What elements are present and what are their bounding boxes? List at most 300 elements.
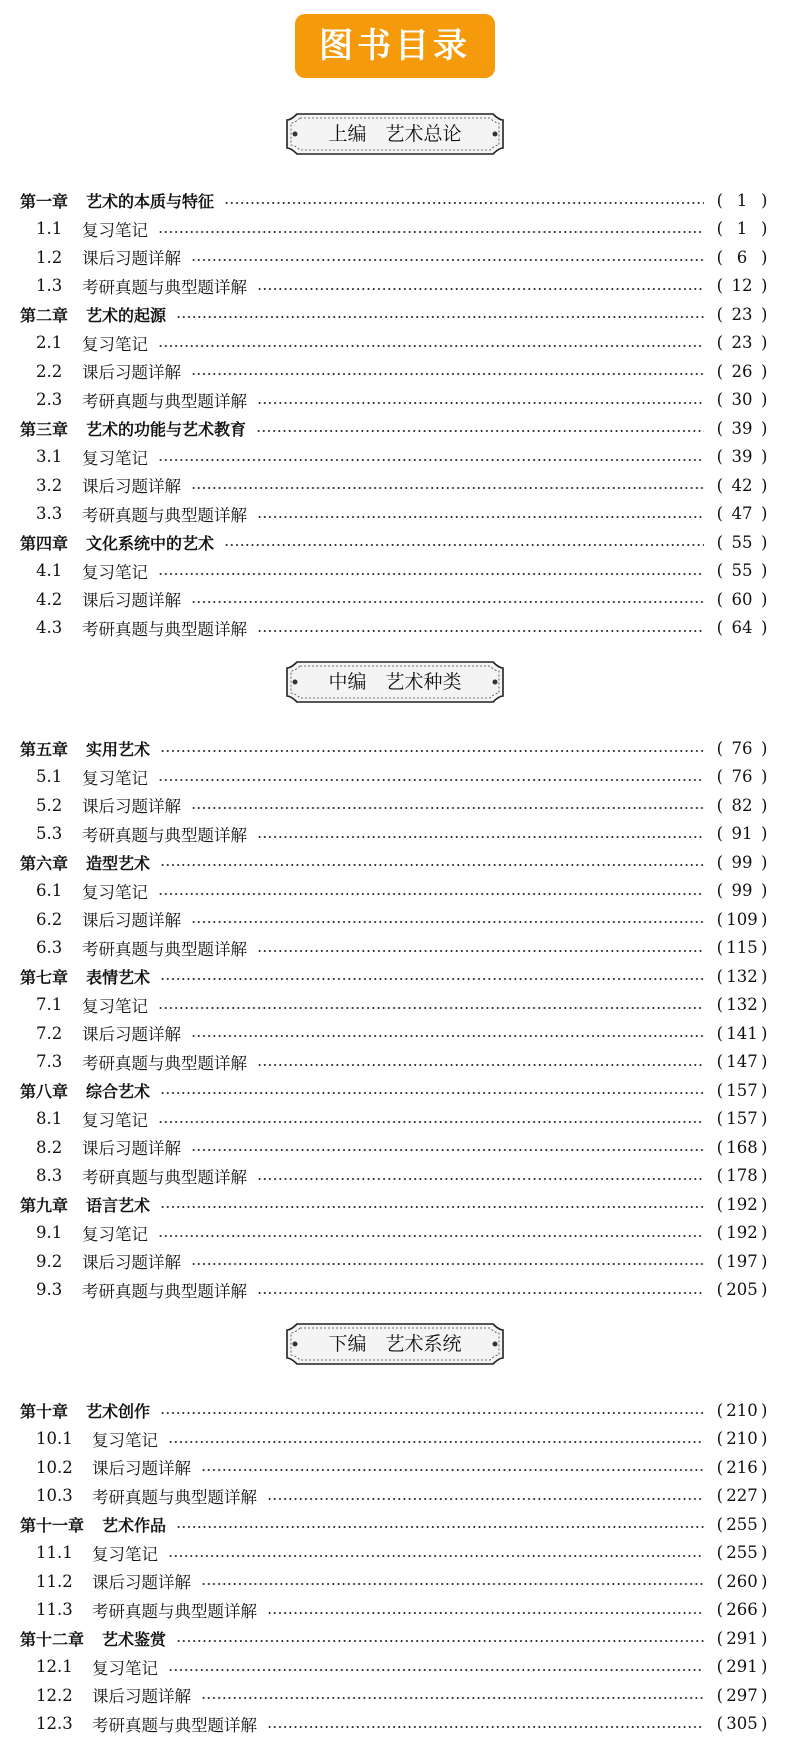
subsection-number: 7.2 [36, 1023, 63, 1043]
page-value: 291 [726, 1657, 758, 1677]
subsection-number: 1.2 [36, 247, 63, 267]
subsection-row[interactable] [20, 1276, 770, 1305]
chapter-number: 第十二章 [20, 1629, 85, 1649]
page-number: ( 115 ) [716, 938, 768, 958]
subsection-row[interactable] [20, 934, 770, 963]
chapter-row[interactable] [20, 1076, 770, 1105]
page-number: ( 23 ) [716, 304, 768, 324]
chapter-number: 第二章 [20, 305, 69, 325]
subsection-row[interactable] [20, 329, 770, 358]
subsection-row[interactable] [20, 1105, 770, 1134]
subsection-number: 9.1 [36, 1223, 63, 1243]
dot-leader [160, 1412, 704, 1414]
dot-leader [158, 1007, 704, 1009]
subsection-number: 8.1 [36, 1109, 63, 1129]
page-number: ( 157 ) [716, 1109, 768, 1129]
subsection-title: 复习笔记 [82, 562, 148, 582]
page-number: ( 76 ) [716, 767, 768, 787]
subsection-title: 考研真题与典型题详解 [82, 391, 247, 411]
subsection-row[interactable] [20, 877, 770, 906]
chapter-row[interactable] [20, 300, 770, 329]
dot-leader [158, 459, 704, 461]
page-number: ( 82 ) [716, 795, 768, 815]
dot-leader [256, 430, 704, 432]
subsection-row[interactable] [20, 1162, 770, 1191]
subsection-row[interactable] [20, 386, 770, 415]
page-value: 39 [731, 447, 753, 467]
page-number: ( 26 ) [716, 361, 768, 381]
page-number: ( 47 ) [716, 504, 768, 524]
chapter-number: 第六章 [20, 853, 69, 873]
subsection-number: 1.3 [36, 276, 63, 296]
subsection-row[interactable] [20, 471, 770, 500]
subsection-number: 7.3 [36, 1052, 63, 1072]
chapter-title: 文化系统中的艺术 [86, 533, 215, 553]
page-number: ( 132 ) [716, 995, 768, 1015]
chapter-number: 第五章 [20, 739, 69, 759]
page-value: 115 [726, 938, 758, 958]
section-title: 中编 艺术种类 [328, 671, 462, 693]
page-number: ( 1 ) [716, 219, 768, 239]
page-number: ( 141 ) [716, 1023, 768, 1043]
subsection-title: 课后习题详解 [92, 1687, 191, 1707]
page-value: 157 [726, 1109, 758, 1129]
page-number: ( 255 ) [716, 1543, 768, 1563]
subsection-row[interactable] [20, 215, 770, 244]
dot-leader [158, 345, 704, 347]
subsection-row[interactable] [20, 820, 770, 849]
page-number: ( 291 ) [716, 1628, 768, 1648]
page-value: 147 [726, 1052, 758, 1072]
subsection-title: 考研真题与典型题详解 [82, 1281, 247, 1301]
chapter-row[interactable] [20, 528, 770, 557]
page-value: 157 [726, 1080, 758, 1100]
subsection-row[interactable] [20, 991, 770, 1020]
chapter-number: 第三章 [20, 419, 69, 439]
dot-leader [257, 1292, 704, 1294]
chapter-number: 第七章 [20, 967, 69, 987]
dot-leader [257, 402, 704, 404]
subsection-row[interactable] [20, 1710, 770, 1739]
chapter-title: 语言艺术 [86, 1195, 151, 1215]
subsection-title: 复习笔记 [82, 768, 148, 788]
subsection-title: 课后习题详解 [92, 1459, 191, 1479]
subsection-row[interactable] [20, 1219, 770, 1248]
dot-leader [191, 807, 704, 809]
subsection-number: 8.3 [36, 1166, 63, 1186]
section-title: 上编 艺术总论 [328, 123, 462, 145]
page-number: ( 109 ) [716, 909, 768, 929]
page-value: 141 [726, 1023, 758, 1043]
page-number: ( 64 ) [716, 618, 768, 638]
subsection-number: 4.2 [36, 589, 63, 609]
page-value: 55 [731, 561, 753, 581]
dot-leader [224, 202, 704, 204]
chapter-title: 艺术的起源 [86, 305, 167, 325]
subsection-row[interactable] [20, 614, 770, 643]
subsection-row[interactable] [20, 1653, 770, 1682]
dot-leader [160, 1092, 704, 1094]
subsection-row[interactable] [20, 1247, 770, 1276]
page-value: 227 [726, 1486, 758, 1506]
dot-leader [191, 1149, 704, 1151]
page-number: ( 227 ) [716, 1486, 768, 1506]
subsection-number: 2.2 [36, 361, 63, 381]
dot-leader [168, 1555, 704, 1557]
chapter-title: 艺术的功能与艺术教育 [86, 419, 247, 439]
dot-leader [158, 573, 704, 575]
subsection-number: 10.3 [36, 1486, 73, 1506]
subsection-title: 课后习题详解 [82, 797, 181, 817]
subsection-row[interactable] [20, 1681, 770, 1710]
dot-leader [158, 779, 704, 781]
page-value: 260 [726, 1571, 758, 1591]
subsection-title: 复习笔记 [82, 334, 148, 354]
page-number: ( 205 ) [716, 1280, 768, 1300]
subsection-title: 考研真题与典型题详解 [82, 1053, 247, 1073]
page-number: ( 178 ) [716, 1166, 768, 1186]
subsection-number: 9.2 [36, 1251, 63, 1271]
subsection-row[interactable] [20, 1019, 770, 1048]
section-badge [285, 660, 505, 704]
page-number: ( 39 ) [716, 418, 768, 438]
page-value: 132 [726, 995, 758, 1015]
dot-leader [191, 601, 704, 603]
chapter-row[interactable] [20, 1190, 770, 1219]
subsection-row[interactable] [20, 1453, 770, 1482]
subsection-number: 6.2 [36, 909, 63, 929]
page-value: 210 [726, 1429, 758, 1449]
page-number: ( 39 ) [716, 447, 768, 467]
header [0, 14, 790, 78]
section-badge [285, 1322, 505, 1366]
page-number: ( 216 ) [716, 1457, 768, 1477]
chapter-number: 第十章 [20, 1401, 69, 1421]
page-number: ( 305 ) [716, 1714, 768, 1734]
page-value: 132 [726, 966, 758, 986]
subsection-number: 11.1 [36, 1543, 73, 1563]
subsection-number: 4.3 [36, 618, 63, 638]
subsection-title: 复习笔记 [82, 996, 148, 1016]
subsection-title: 复习笔记 [82, 1110, 148, 1130]
page-value: 76 [731, 767, 753, 787]
dot-leader [160, 978, 704, 980]
subsection-title: 课后习题详解 [82, 363, 181, 383]
page-number: ( 23 ) [716, 333, 768, 353]
subsection-title: 考研真题与典型题详解 [82, 277, 247, 297]
subsection-number: 10.1 [36, 1429, 73, 1449]
subsection-title: 考研真题与典型题详解 [92, 1601, 257, 1621]
dot-leader [257, 288, 704, 290]
page-number: ( 55 ) [716, 532, 768, 552]
dot-leader [158, 1121, 704, 1123]
section-title: 下编 艺术系统 [328, 1333, 462, 1355]
page-value: 216 [726, 1457, 758, 1477]
subsection-row[interactable] [20, 1425, 770, 1454]
subsection-row[interactable] [20, 443, 770, 472]
page-number: ( 210 ) [716, 1400, 768, 1420]
subsection-number: 4.1 [36, 561, 63, 581]
chapter-title: 艺术鉴赏 [102, 1629, 167, 1649]
chapter-row[interactable] [20, 848, 770, 877]
section-heading [20, 1322, 770, 1366]
page-number: ( 147 ) [716, 1052, 768, 1072]
page-value: 6 [736, 247, 748, 267]
subsection-number: 10.2 [36, 1457, 73, 1477]
subsection-number: 12.3 [36, 1714, 73, 1734]
page-value: 42 [731, 475, 753, 495]
page-value: 23 [731, 304, 753, 324]
page-number: ( 30 ) [716, 390, 768, 410]
dot-leader [191, 1263, 704, 1265]
page-number: ( 42 ) [716, 475, 768, 495]
dot-leader [160, 864, 704, 866]
subsection-title: 考研真题与典型题详解 [82, 1167, 247, 1187]
chapter-title: 综合艺术 [86, 1081, 151, 1101]
subsection-row[interactable] [20, 1596, 770, 1625]
dot-leader [257, 836, 704, 838]
page-value: 197 [726, 1251, 758, 1271]
dot-leader [168, 1669, 704, 1671]
subsection-title: 考研真题与典型题详解 [92, 1487, 257, 1507]
subsection-row[interactable] [20, 500, 770, 529]
toc-section [20, 660, 770, 1304]
chapter-row[interactable] [20, 1396, 770, 1425]
subsection-number: 3.3 [36, 504, 63, 524]
page-value: 178 [726, 1166, 758, 1186]
subsection-row[interactable] [20, 1567, 770, 1596]
subsection-row[interactable] [20, 1482, 770, 1511]
subsection-number: 5.1 [36, 767, 63, 787]
chapter-number: 第八章 [20, 1081, 69, 1101]
toc-section [20, 112, 770, 642]
page-value: 205 [726, 1280, 758, 1300]
page-value: 99 [731, 852, 753, 872]
subsection-number: 9.3 [36, 1280, 63, 1300]
chapter-title: 实用艺术 [86, 739, 151, 759]
subsection-title: 课后习题详解 [82, 591, 181, 611]
subsection-title: 课后习题详解 [82, 1139, 181, 1159]
table-of-contents [20, 108, 770, 1738]
subsection-number: 12.2 [36, 1685, 73, 1705]
page-value: 55 [731, 532, 753, 552]
page-number: ( 99 ) [716, 852, 768, 872]
page-number: ( 60 ) [716, 589, 768, 609]
dot-leader [168, 1441, 704, 1443]
subsection-title: 课后习题详解 [82, 1253, 181, 1273]
page-value: 23 [731, 333, 753, 353]
subsection-title: 复习笔记 [82, 882, 148, 902]
subsection-row[interactable] [20, 1133, 770, 1162]
page-number: ( 76 ) [716, 738, 768, 758]
chapter-title: 艺术创作 [86, 1401, 151, 1421]
dot-leader [224, 544, 704, 546]
page-value: 266 [726, 1600, 758, 1620]
subsection-row[interactable] [20, 763, 770, 792]
subsection-number: 3.2 [36, 475, 63, 495]
page-value: 64 [731, 618, 753, 638]
subsection-row[interactable] [20, 791, 770, 820]
page-number: ( 297 ) [716, 1685, 768, 1705]
page-value: 109 [726, 909, 758, 929]
chapter-title: 造型艺术 [86, 853, 151, 873]
subsection-number: 8.2 [36, 1137, 63, 1157]
chapter-number: 第十一章 [20, 1515, 85, 1535]
subsection-number: 2.1 [36, 333, 63, 353]
page-number: ( 291 ) [716, 1657, 768, 1677]
page-number: ( 197 ) [716, 1251, 768, 1271]
section-heading [20, 112, 770, 156]
page-value: 12 [731, 276, 753, 296]
subsection-number: 11.2 [36, 1571, 73, 1591]
page-value: 47 [731, 504, 753, 524]
dot-leader [191, 921, 704, 923]
page-value: 297 [726, 1685, 758, 1705]
page-value: 1 [736, 219, 748, 239]
page-value: 210 [726, 1400, 758, 1420]
subsection-title: 课后习题详解 [82, 249, 181, 269]
page-value: 60 [731, 589, 753, 609]
subsection-row[interactable] [20, 1048, 770, 1077]
section-badge [285, 112, 505, 156]
page-number: ( 210 ) [716, 1429, 768, 1449]
page-value: 168 [726, 1137, 758, 1157]
subsection-title: 课后习题详解 [82, 911, 181, 931]
page-number: ( 192 ) [716, 1194, 768, 1214]
page-value: 291 [726, 1628, 758, 1648]
dot-leader [191, 373, 704, 375]
dot-leader [201, 1469, 704, 1471]
subsection-number: 3.1 [36, 447, 63, 467]
subsection-title: 复习笔记 [92, 1544, 158, 1564]
dot-leader [257, 630, 704, 632]
dot-leader [191, 259, 704, 261]
page-number: ( 1 ) [716, 190, 768, 210]
subsection-row[interactable] [20, 1539, 770, 1568]
chapter-number: 第四章 [20, 533, 69, 553]
subsection-number: 6.1 [36, 881, 63, 901]
subsection-number: 7.1 [36, 995, 63, 1015]
chapter-row[interactable] [20, 186, 770, 215]
subsection-title: 复习笔记 [82, 448, 148, 468]
subsection-row[interactable] [20, 272, 770, 301]
page-number: ( 168 ) [716, 1137, 768, 1157]
subsection-row[interactable] [20, 905, 770, 934]
subsection-row[interactable] [20, 243, 770, 272]
subsection-title: 考研真题与典型题详解 [82, 939, 247, 959]
dot-leader [201, 1697, 704, 1699]
page-value: 255 [726, 1543, 758, 1563]
page-number: ( 266 ) [716, 1600, 768, 1620]
subsection-row[interactable] [20, 557, 770, 586]
page-number: ( 157 ) [716, 1080, 768, 1100]
page-value: 255 [726, 1514, 758, 1534]
page-number: ( 12 ) [716, 276, 768, 296]
dot-leader [191, 1035, 704, 1037]
dot-leader [267, 1612, 704, 1614]
chapter-row[interactable] [20, 734, 770, 763]
subsection-title: 考研真题与典型题详解 [92, 1715, 257, 1735]
dot-leader [160, 1206, 704, 1208]
dot-leader [176, 316, 704, 318]
chapter-row[interactable] [20, 1510, 770, 1539]
page-value: 91 [731, 824, 753, 844]
subsection-row[interactable] [20, 357, 770, 386]
subsection-title: 复习笔记 [82, 1224, 148, 1244]
dot-leader [267, 1498, 704, 1500]
page-value: 76 [731, 738, 753, 758]
dot-leader [201, 1583, 704, 1585]
subsection-title: 课后习题详解 [82, 1025, 181, 1045]
dot-leader [158, 1235, 704, 1237]
subsection-title: 考研真题与典型题详解 [82, 505, 247, 525]
page-value: 192 [726, 1194, 758, 1214]
dot-leader [257, 1178, 704, 1180]
dot-leader [257, 950, 704, 952]
dot-leader [191, 487, 704, 489]
subsection-number: 5.2 [36, 795, 63, 815]
page-value: 305 [726, 1714, 758, 1734]
chapter-number: 第一章 [20, 191, 69, 211]
subsection-number: 2.3 [36, 390, 63, 410]
page-number: ( 91 ) [716, 824, 768, 844]
dot-leader [176, 1526, 704, 1528]
subsection-number: 5.3 [36, 824, 63, 844]
page-number: ( 260 ) [716, 1571, 768, 1591]
subsection-title: 复习笔记 [82, 220, 148, 240]
dot-leader [257, 1064, 704, 1066]
page-value: 30 [731, 390, 753, 410]
subsection-number: 12.1 [36, 1657, 73, 1677]
dot-leader [158, 231, 704, 233]
subsection-number: 1.1 [36, 219, 63, 239]
page-value: 1 [736, 190, 748, 210]
dot-leader [176, 1640, 704, 1642]
page-value: 82 [731, 795, 753, 815]
page-number: ( 255 ) [716, 1514, 768, 1534]
page-number: ( 99 ) [716, 881, 768, 901]
chapter-row[interactable] [20, 414, 770, 443]
subsection-row[interactable] [20, 585, 770, 614]
section-heading [20, 660, 770, 704]
subsection-title: 复习笔记 [92, 1430, 158, 1450]
dot-leader [257, 516, 704, 518]
subsection-title: 考研真题与典型题详解 [82, 619, 247, 639]
toc-section [20, 1322, 770, 1738]
chapter-row[interactable] [20, 1624, 770, 1653]
chapter-title: 表情艺术 [86, 967, 151, 987]
dot-leader [267, 1726, 704, 1728]
subsection-title: 课后习题详解 [82, 477, 181, 497]
page-value: 26 [731, 361, 753, 381]
subsection-title: 复习笔记 [92, 1658, 158, 1678]
dot-leader [160, 750, 704, 752]
page-number: ( 55 ) [716, 561, 768, 581]
page-value: 99 [731, 881, 753, 901]
chapter-title: 艺术作品 [102, 1515, 167, 1535]
chapter-row[interactable] [20, 962, 770, 991]
subsection-title: 考研真题与典型题详解 [82, 825, 247, 845]
page-value: 192 [726, 1223, 758, 1243]
page-number: ( 6 ) [716, 247, 768, 267]
chapter-title: 艺术的本质与特征 [86, 191, 215, 211]
page-title: 图书目录 [295, 14, 495, 78]
chapter-number: 第九章 [20, 1195, 69, 1215]
subsection-title: 课后习题详解 [92, 1573, 191, 1593]
subsection-number: 6.3 [36, 938, 63, 958]
page-number: ( 192 ) [716, 1223, 768, 1243]
page-number: ( 132 ) [716, 966, 768, 986]
